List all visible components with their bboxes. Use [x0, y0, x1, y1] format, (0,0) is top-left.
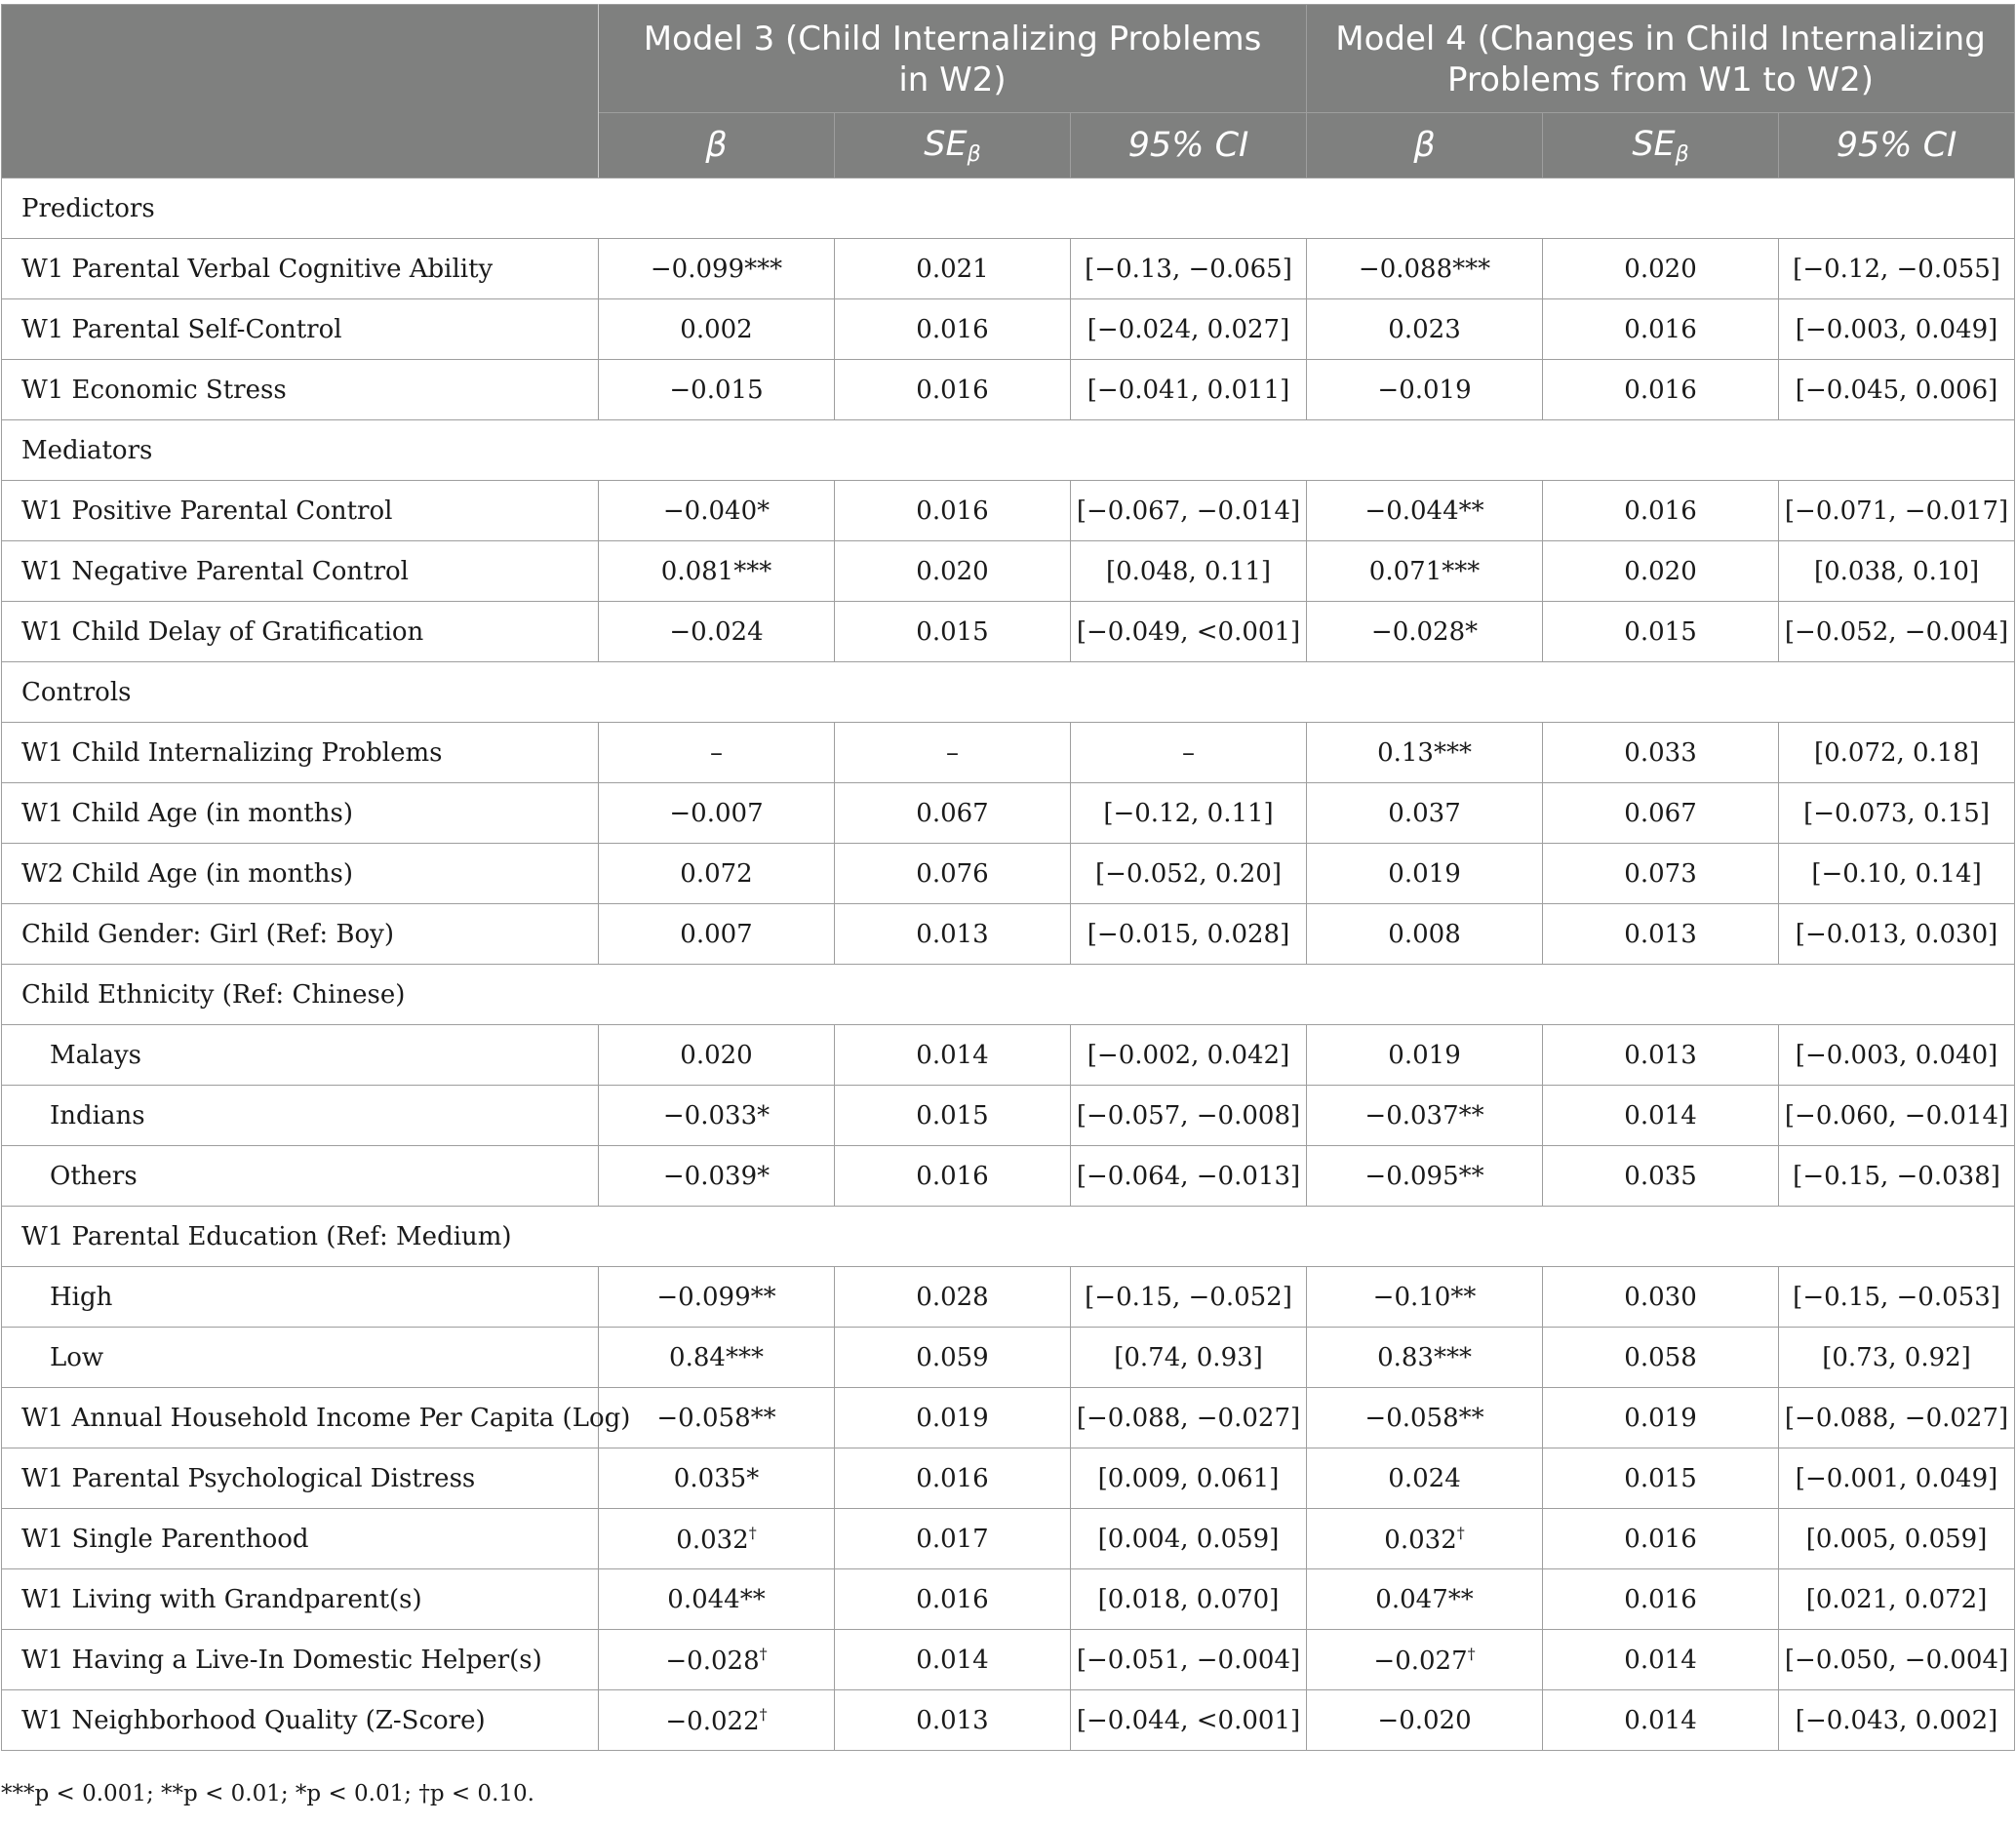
- model-4-header: [1307, 5, 2015, 113]
- m3-beta-cell: −0.007: [599, 783, 835, 844]
- note-p01: **p < 0.01;: [161, 1781, 289, 1806]
- m3-se-cell: 0.016: [835, 360, 1071, 420]
- m3-beta-cell: −0.022†: [599, 1690, 835, 1751]
- m4-se-cell: 0.058: [1543, 1328, 1779, 1388]
- m3-beta-header: β: [599, 113, 835, 179]
- model-3-title-line-2: in W2): [898, 60, 1007, 99]
- m3-se-cell: 0.014: [835, 1025, 1071, 1086]
- se-subscript: β: [1675, 141, 1689, 167]
- m4-ci-cell: [−0.10, 0.14]: [1779, 844, 2015, 904]
- m4-se-cell: 0.013: [1543, 904, 1779, 965]
- m3-se-cell: 0.020: [835, 541, 1071, 602]
- table-row: [2, 1569, 2015, 1630]
- note-p001: ***p < 0.001;: [1, 1781, 154, 1806]
- m3-ci-cell: [−0.041, 0.011]: [1071, 360, 1307, 420]
- model-4-title-line-2: Problems from W1 to W2): [1447, 60, 1875, 99]
- m4-beta-cell: 0.83***: [1307, 1328, 1543, 1388]
- m4-beta-cell: 0.032†: [1307, 1509, 1543, 1569]
- table-row: [2, 1086, 2015, 1146]
- m4-ci-cell: [−0.071, −0.017]: [1779, 481, 2015, 541]
- table-body: [2, 179, 2015, 1751]
- m4-ci-cell: [0.73, 0.92]: [1779, 1328, 2015, 1388]
- row-label: W1 Parental Self-Control: [2, 299, 599, 360]
- m4-ci-cell: [−0.060, −0.014]: [1779, 1086, 2015, 1146]
- model-3-header: [599, 5, 1307, 113]
- row-label: Malays: [2, 1025, 599, 1086]
- row-label: Others: [2, 1146, 599, 1207]
- m3-ci-cell: [−0.024, 0.027]: [1071, 299, 1307, 360]
- m4-beta-cell: −0.10**: [1307, 1267, 1543, 1328]
- m3-se-cell: 0.017: [835, 1509, 1071, 1569]
- m3-se-cell: 0.013: [835, 1690, 1071, 1751]
- table-row: [2, 360, 2015, 420]
- m4-ci-cell: [−0.052, −0.004]: [1779, 602, 2015, 662]
- m4-ci-cell: [−0.003, 0.049]: [1779, 299, 2015, 360]
- m4-ci-cell: [0.005, 0.059]: [1779, 1509, 2015, 1569]
- m3-beta-cell: 0.002: [599, 299, 835, 360]
- m3-ci-cell: [−0.052, 0.20]: [1071, 844, 1307, 904]
- m4-beta-cell: 0.019: [1307, 1025, 1543, 1086]
- m4-beta-cell: −0.019: [1307, 360, 1543, 420]
- row-label: W1 Annual Household Income Per Capita (Log): [2, 1388, 599, 1448]
- m3-beta-cell: 0.84***: [599, 1328, 835, 1388]
- m4-ci-cell: [−0.001, 0.049]: [1779, 1448, 2015, 1509]
- m4-beta-cell: 0.071***: [1307, 541, 1543, 602]
- table-row: [2, 783, 2015, 844]
- m4-se-cell: 0.016: [1543, 1509, 1779, 1569]
- m3-beta-cell: 0.044**: [599, 1569, 835, 1630]
- row-label: W1 Having a Live-In Domestic Helper(s): [2, 1630, 599, 1690]
- row-label: W1 Economic Stress: [2, 360, 599, 420]
- m4-se-cell: 0.020: [1543, 541, 1779, 602]
- table-row: [2, 239, 2015, 299]
- m3-ci-header: 95% CI: [1071, 113, 1307, 179]
- m3-ci-cell: [−0.067, −0.014]: [1071, 481, 1307, 541]
- row-label: W1 Positive Parental Control: [2, 481, 599, 541]
- row-label: W1 Child Delay of Gratification: [2, 602, 599, 662]
- m3-beta-cell: 0.032†: [599, 1509, 835, 1569]
- m4-ci-cell: [−0.045, 0.006]: [1779, 360, 2015, 420]
- row-label: Indians: [2, 1086, 599, 1146]
- m4-beta-cell: −0.020: [1307, 1690, 1543, 1751]
- m4-se-cell: 0.073: [1543, 844, 1779, 904]
- row-label: W1 Neighborhood Quality (Z-Score): [2, 1690, 599, 1751]
- m3-beta-cell: 0.081***: [599, 541, 835, 602]
- m4-ci-cell: [0.038, 0.10]: [1779, 541, 2015, 602]
- m4-beta-cell: 0.13***: [1307, 723, 1543, 783]
- table-row: [2, 299, 2015, 360]
- model-4-title-line-1: Model 4 (Changes in Child Internalizing: [1335, 20, 1986, 59]
- table-row: [2, 1630, 2015, 1690]
- se-subscript: β: [967, 141, 981, 167]
- table-header: [2, 5, 2015, 179]
- table-row: [2, 1146, 2015, 1207]
- m3-beta-cell: −0.028†: [599, 1630, 835, 1690]
- m4-se-cell: 0.020: [1543, 239, 1779, 299]
- m4-ci-cell: [−0.003, 0.040]: [1779, 1025, 2015, 1086]
- m4-se-cell: 0.014: [1543, 1690, 1779, 1751]
- row-label: W1 Child Age (in months): [2, 783, 599, 844]
- m3-ci-cell: [−0.15, −0.052]: [1071, 1267, 1307, 1328]
- m4-beta-cell: −0.088***: [1307, 239, 1543, 299]
- table-row: [2, 541, 2015, 602]
- m4-se-cell: 0.016: [1543, 360, 1779, 420]
- m3-beta-cell: −0.024: [599, 602, 835, 662]
- m4-se-cell: 0.035: [1543, 1146, 1779, 1207]
- se-label: SE: [924, 124, 968, 164]
- m4-beta-cell: −0.058**: [1307, 1388, 1543, 1448]
- row-label: High: [2, 1267, 599, 1328]
- m3-se-cell: 0.021: [835, 239, 1071, 299]
- m3-ci-cell: [−0.044, <0.001]: [1071, 1690, 1307, 1751]
- m4-se-cell: 0.030: [1543, 1267, 1779, 1328]
- m3-se-cell: 0.019: [835, 1388, 1071, 1448]
- m3-se-cell: 0.067: [835, 783, 1071, 844]
- m4-se-cell: 0.015: [1543, 1448, 1779, 1509]
- m4-se-cell: 0.015: [1543, 602, 1779, 662]
- m3-beta-cell: –: [599, 723, 835, 783]
- row-label: Child Gender: Girl (Ref: Boy): [2, 904, 599, 965]
- se-label: SE: [1632, 124, 1676, 164]
- table-row: [2, 1025, 2015, 1086]
- m3-se-header: [835, 113, 1071, 179]
- m4-ci-cell: [−0.073, 0.15]: [1779, 783, 2015, 844]
- m4-ci-cell: [−0.15, −0.038]: [1779, 1146, 2015, 1207]
- m3-ci-cell: [−0.13, −0.065]: [1071, 239, 1307, 299]
- m3-beta-cell: −0.015: [599, 360, 835, 420]
- m3-se-cell: 0.014: [835, 1630, 1071, 1690]
- m4-ci-cell: [−0.12, −0.055]: [1779, 239, 2015, 299]
- section-row: [2, 420, 2015, 481]
- m4-beta-cell: 0.023: [1307, 299, 1543, 360]
- table-row: [2, 1267, 2015, 1328]
- m3-se-cell: 0.016: [835, 1146, 1071, 1207]
- row-label: W1 Parental Psychological Distress: [2, 1448, 599, 1509]
- m3-ci-cell: [−0.015, 0.028]: [1071, 904, 1307, 965]
- section-label: Child Ethnicity (Ref: Chinese): [2, 965, 2015, 1025]
- dagger-marker: †: [759, 1644, 768, 1663]
- m4-se-cell: 0.033: [1543, 723, 1779, 783]
- m4-ci-cell: [−0.088, −0.027]: [1779, 1388, 2015, 1448]
- m3-beta-cell: −0.033*: [599, 1086, 835, 1146]
- table-row: [2, 1509, 2015, 1569]
- m3-ci-cell: [−0.088, −0.027]: [1071, 1388, 1307, 1448]
- m3-beta-cell: −0.099***: [599, 239, 835, 299]
- section-label: Controls: [2, 662, 2015, 723]
- m3-se-cell: –: [835, 723, 1071, 783]
- table-row: [2, 1388, 2015, 1448]
- section-row: [2, 1207, 2015, 1267]
- m3-ci-cell: [−0.051, −0.004]: [1071, 1630, 1307, 1690]
- m4-se-header: [1543, 113, 1779, 179]
- row-label: W1 Negative Parental Control: [2, 541, 599, 602]
- m3-ci-cell: [0.004, 0.059]: [1071, 1509, 1307, 1569]
- row-label: Low: [2, 1328, 599, 1388]
- m3-ci-cell: [0.048, 0.11]: [1071, 541, 1307, 602]
- row-label: W2 Child Age (in months): [2, 844, 599, 904]
- section-label: W1 Parental Education (Ref: Medium): [2, 1207, 2015, 1267]
- m4-ci-header: 95% CI: [1779, 113, 2015, 179]
- m3-beta-cell: −0.099**: [599, 1267, 835, 1328]
- m4-ci-cell: [−0.050, −0.004]: [1779, 1630, 2015, 1690]
- m4-ci-cell: [0.072, 0.18]: [1779, 723, 2015, 783]
- m4-se-cell: 0.016: [1543, 481, 1779, 541]
- note-p10: †p < 0.10.: [418, 1781, 534, 1806]
- dagger-marker: †: [748, 1523, 757, 1542]
- table-row: [2, 904, 2015, 965]
- m4-beta-cell: −0.028*: [1307, 602, 1543, 662]
- m4-se-cell: 0.067: [1543, 783, 1779, 844]
- m4-se-cell: 0.013: [1543, 1025, 1779, 1086]
- m3-beta-cell: 0.035*: [599, 1448, 835, 1509]
- table-row: [2, 1690, 2015, 1751]
- m3-beta-cell: −0.040*: [599, 481, 835, 541]
- m4-se-cell: 0.014: [1543, 1630, 1779, 1690]
- dagger-marker: †: [759, 1704, 768, 1724]
- m3-beta-cell: −0.058**: [599, 1388, 835, 1448]
- section-label: Mediators: [2, 420, 2015, 481]
- m4-beta-cell: −0.027†: [1307, 1630, 1543, 1690]
- m3-se-cell: 0.016: [835, 299, 1071, 360]
- m4-beta-cell: 0.019: [1307, 844, 1543, 904]
- m3-se-cell: 0.059: [835, 1328, 1071, 1388]
- table-row: [2, 602, 2015, 662]
- header-stub: [2, 5, 599, 179]
- m4-beta-cell: 0.008: [1307, 904, 1543, 965]
- m3-ci-cell: [−0.049, <0.001]: [1071, 602, 1307, 662]
- row-label: W1 Child Internalizing Problems: [2, 723, 599, 783]
- m4-ci-cell: [0.021, 0.072]: [1779, 1569, 2015, 1630]
- m4-beta-cell: 0.037: [1307, 783, 1543, 844]
- m3-se-cell: 0.028: [835, 1267, 1071, 1328]
- table-row: [2, 723, 2015, 783]
- m4-beta-cell: −0.044**: [1307, 481, 1543, 541]
- m3-se-cell: 0.013: [835, 904, 1071, 965]
- m3-beta-cell: 0.020: [599, 1025, 835, 1086]
- m3-ci-cell: [0.018, 0.070]: [1071, 1569, 1307, 1630]
- significance-note: [1, 1781, 534, 1806]
- table-row: [2, 481, 2015, 541]
- m3-beta-cell: 0.007: [599, 904, 835, 965]
- table-row: [2, 1328, 2015, 1388]
- m4-se-cell: 0.016: [1543, 299, 1779, 360]
- table-row: [2, 1448, 2015, 1509]
- m3-ci-cell: –: [1071, 723, 1307, 783]
- m3-ci-cell: [−0.12, 0.11]: [1071, 783, 1307, 844]
- dagger-marker: †: [1456, 1523, 1465, 1542]
- m3-beta-cell: 0.072: [599, 844, 835, 904]
- table-row: [2, 844, 2015, 904]
- row-label: W1 Parental Verbal Cognitive Ability: [2, 239, 599, 299]
- section-row: [2, 662, 2015, 723]
- m4-ci-cell: [−0.15, −0.053]: [1779, 1267, 2015, 1328]
- m3-ci-cell: [−0.064, −0.013]: [1071, 1146, 1307, 1207]
- section-label: Predictors: [2, 179, 2015, 239]
- note-p01b: *p < 0.01;: [295, 1781, 412, 1806]
- dagger-marker: †: [1467, 1644, 1476, 1663]
- m4-beta-cell: 0.024: [1307, 1448, 1543, 1509]
- section-row: [2, 965, 2015, 1025]
- m3-beta-cell: −0.039*: [599, 1146, 835, 1207]
- m4-beta-cell: 0.047**: [1307, 1569, 1543, 1630]
- m3-ci-cell: [−0.002, 0.042]: [1071, 1025, 1307, 1086]
- m4-ci-cell: [−0.043, 0.002]: [1779, 1690, 2015, 1751]
- m4-se-cell: 0.016: [1543, 1569, 1779, 1630]
- row-label: W1 Single Parenthood: [2, 1509, 599, 1569]
- m3-se-cell: 0.016: [835, 1569, 1071, 1630]
- m4-se-cell: 0.019: [1543, 1388, 1779, 1448]
- m4-ci-cell: [−0.013, 0.030]: [1779, 904, 2015, 965]
- m4-se-cell: 0.014: [1543, 1086, 1779, 1146]
- m3-se-cell: 0.076: [835, 844, 1071, 904]
- m3-ci-cell: [0.74, 0.93]: [1071, 1328, 1307, 1388]
- regression-table: [1, 4, 2015, 1751]
- model-3-title-line-1: Model 3 (Child Internalizing Problems: [643, 20, 1262, 59]
- section-row: [2, 179, 2015, 239]
- m3-ci-cell: [−0.057, −0.008]: [1071, 1086, 1307, 1146]
- row-label: W1 Living with Grandparent(s): [2, 1569, 599, 1630]
- m3-se-cell: 0.016: [835, 481, 1071, 541]
- m3-se-cell: 0.015: [835, 1086, 1071, 1146]
- m4-beta-cell: −0.095**: [1307, 1146, 1543, 1207]
- m3-se-cell: 0.016: [835, 1448, 1071, 1509]
- m4-beta-header: β: [1307, 113, 1543, 179]
- m4-beta-cell: −0.037**: [1307, 1086, 1543, 1146]
- m3-ci-cell: [0.009, 0.061]: [1071, 1448, 1307, 1509]
- m3-se-cell: 0.015: [835, 602, 1071, 662]
